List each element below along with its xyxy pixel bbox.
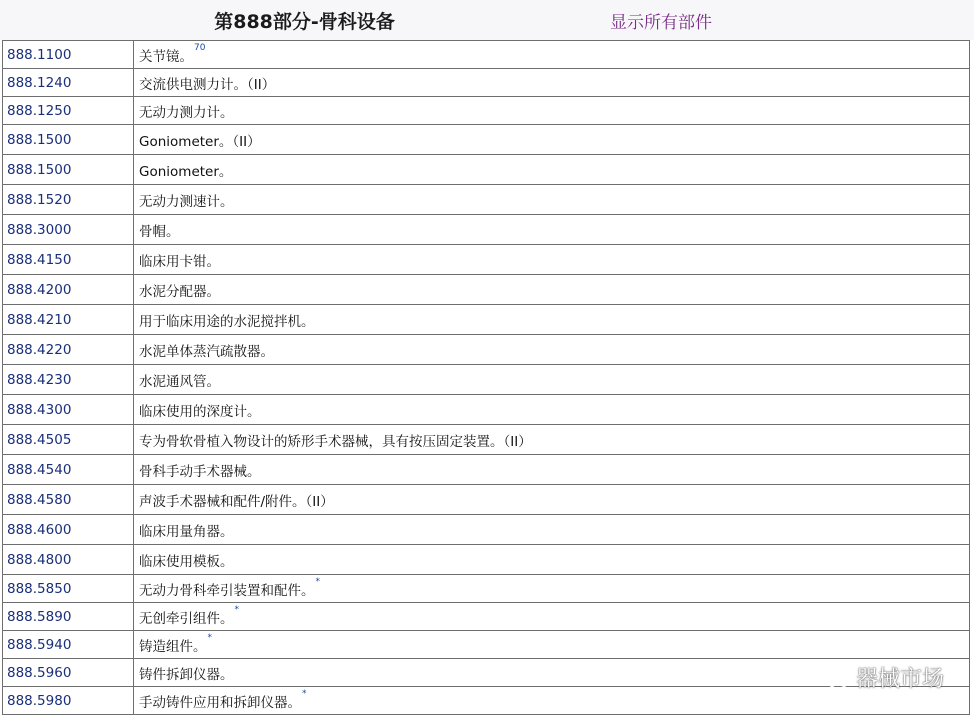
section-description-cell — [134, 305, 970, 335]
section-description: 铸件拆卸仪器。 — [139, 666, 234, 683]
section-code-cell — [3, 41, 134, 69]
table-row — [3, 215, 970, 245]
section-description-cell — [134, 455, 970, 485]
table-row — [3, 575, 970, 603]
section-code-cell — [3, 659, 134, 687]
section-code-link[interactable]: 888.4540 — [7, 461, 72, 478]
section-description-cell — [134, 659, 970, 687]
section-description: 临床用量角器。 — [139, 523, 234, 540]
section-description-cell — [134, 603, 970, 631]
section-description: Goniometer。（II） — [139, 133, 261, 150]
section-description-cell — [134, 215, 970, 245]
section-description: 临床使用的深度计。 — [139, 403, 261, 420]
section-description-cell — [134, 125, 970, 155]
footnote-ref[interactable]: 70 — [194, 42, 206, 53]
table-row — [3, 245, 970, 275]
section-code-cell — [3, 97, 134, 125]
section-code-cell — [3, 545, 134, 575]
table-row — [3, 275, 970, 305]
section-code-link[interactable]: 888.1250 — [7, 102, 72, 119]
section-description: 用于临床用途的水泥搅拌机。 — [139, 313, 315, 330]
table-row — [3, 485, 970, 515]
section-code-link[interactable]: 888.5940 — [7, 636, 72, 653]
section-description-cell — [134, 155, 970, 185]
section-description: 临床使用模板。 — [139, 553, 234, 570]
section-code-cell — [3, 69, 134, 97]
section-code-cell — [3, 425, 134, 455]
section-description-cell — [134, 335, 970, 365]
section-description: 无动力测速计。 — [139, 193, 234, 210]
footnote-ref[interactable]: * — [234, 604, 239, 615]
show-all-parts-link[interactable]: 显示所有部件 — [610, 12, 712, 33]
section-code-link[interactable]: 888.4600 — [7, 521, 72, 538]
section-description-cell — [134, 485, 970, 515]
regulation-table-wrap — [2, 40, 970, 715]
section-code-link[interactable]: 888.4210 — [7, 311, 72, 328]
section-description-cell — [134, 395, 970, 425]
table-row — [3, 335, 970, 365]
section-code-link[interactable]: 888.4230 — [7, 371, 72, 388]
footnote-ref[interactable]: * — [207, 632, 212, 643]
section-description: 水泥单体蒸汽疏散器。 — [139, 343, 274, 360]
section-code-cell — [3, 485, 134, 515]
section-code-cell — [3, 245, 134, 275]
section-description-cell — [134, 545, 970, 575]
section-code-link[interactable]: 888.1520 — [7, 191, 72, 208]
table-row — [3, 97, 970, 125]
section-code-cell — [3, 455, 134, 485]
section-code-cell — [3, 575, 134, 603]
table-row — [3, 395, 970, 425]
section-code-link[interactable]: 888.4200 — [7, 281, 72, 298]
section-description-cell — [134, 41, 970, 69]
watermark-text: 器械市场 — [855, 667, 944, 692]
section-code-cell — [3, 215, 134, 245]
section-description-cell — [134, 275, 970, 305]
header-link-cell — [603, 0, 974, 40]
table-row — [3, 155, 970, 185]
section-description: 声波手术器械和配件/附件。（II） — [139, 493, 334, 510]
section-code-link[interactable]: 888.4150 — [7, 251, 72, 268]
table-row — [3, 185, 970, 215]
section-code-cell — [3, 185, 134, 215]
section-description: 铸造组件。 — [139, 638, 207, 655]
section-description: 水泥分配器。 — [139, 283, 220, 300]
table-row — [3, 515, 970, 545]
section-code-cell — [3, 275, 134, 305]
table-row — [3, 659, 970, 687]
section-description-cell — [134, 245, 970, 275]
section-code-link[interactable]: 888.5980 — [7, 692, 72, 709]
section-description: Goniometer。 — [139, 163, 233, 180]
page-header — [0, 0, 974, 40]
section-description: 手动铸件应用和拆卸仪器。 — [139, 694, 301, 711]
section-description-cell — [134, 365, 970, 395]
table-row — [3, 41, 970, 69]
section-description: 临床用卡钳。 — [139, 253, 220, 270]
section-description-cell — [134, 687, 970, 715]
section-description-cell — [134, 185, 970, 215]
section-code-link[interactable]: 888.5850 — [7, 580, 72, 597]
section-code-link[interactable]: 888.4800 — [7, 551, 72, 568]
section-description: 水泥通风管。 — [139, 373, 220, 390]
table-row — [3, 425, 970, 455]
section-description-cell — [134, 631, 970, 659]
section-description: 无动力骨科牵引装置和配件。 — [139, 582, 315, 599]
section-description: 专为骨软骨植入物设计的矫形手术器械，具有按压固定装置。（II） — [139, 433, 532, 450]
footnote-ref[interactable]: * — [315, 576, 320, 587]
section-code-link[interactable]: 888.1240 — [7, 74, 72, 91]
table-row — [3, 365, 970, 395]
section-code-link[interactable]: 888.5960 — [7, 664, 72, 681]
section-description-cell — [134, 425, 970, 455]
section-code-link[interactable]: 888.4220 — [7, 341, 72, 358]
section-code-cell — [3, 515, 134, 545]
table-row — [3, 69, 970, 97]
table-row — [3, 545, 970, 575]
table-row — [3, 305, 970, 335]
section-description: 交流供电测力计。（II） — [139, 76, 276, 93]
section-code-link[interactable]: 888.4300 — [7, 401, 72, 418]
section-description-cell — [134, 69, 970, 97]
section-description-cell — [134, 97, 970, 125]
section-code-link[interactable]: 888.1500 — [7, 131, 72, 148]
section-description: 无动力测力计。 — [139, 104, 234, 121]
section-code-link[interactable]: 888.1500 — [7, 161, 72, 178]
section-code-link[interactable]: 888.4580 — [7, 491, 72, 508]
footnote-ref[interactable]: * — [302, 688, 307, 699]
section-description: 骨帽。 — [139, 223, 180, 240]
section-code-cell — [3, 603, 134, 631]
section-code-cell — [3, 365, 134, 395]
table-row — [3, 603, 970, 631]
section-code-cell — [3, 305, 134, 335]
regulation-table — [2, 40, 970, 715]
table-row — [3, 455, 970, 485]
section-description: 关节镜。 — [139, 48, 193, 65]
table-row — [3, 631, 970, 659]
table-row — [3, 125, 970, 155]
section-code-link[interactable]: 888.4505 — [7, 431, 72, 448]
section-code-link[interactable]: 888.5890 — [7, 608, 72, 625]
section-code-cell — [3, 631, 134, 659]
page-title: 第888部分-骨科设备 — [0, 0, 603, 40]
section-code-cell — [3, 155, 134, 185]
section-code-cell — [3, 395, 134, 425]
section-code-link[interactable]: 888.1100 — [7, 46, 72, 63]
table-row — [3, 687, 970, 715]
section-description-cell — [134, 575, 970, 603]
section-code-link[interactable]: 888.3000 — [7, 221, 72, 238]
section-code-cell — [3, 125, 134, 155]
section-code-cell — [3, 687, 134, 715]
section-description: 骨科手动手术器械。 — [139, 463, 261, 480]
section-description-cell — [134, 515, 970, 545]
section-code-cell — [3, 335, 134, 365]
section-description: 无创牵引组件。 — [139, 610, 234, 627]
